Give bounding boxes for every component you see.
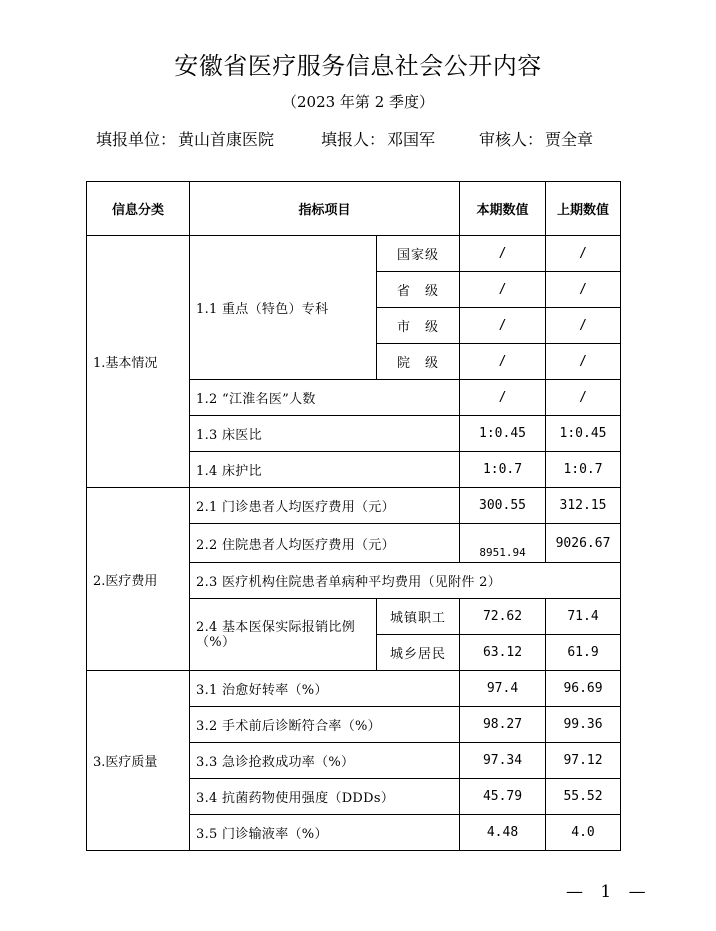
value-current: 98.27: [460, 707, 546, 743]
category-cost: 2.医疗费用: [87, 488, 190, 671]
document-title: 安徽省医疗服务信息社会公开内容: [174, 52, 542, 80]
item-3-5: 3.5 门诊输液率（%）: [190, 815, 460, 851]
value-current: /: [460, 380, 546, 416]
table-row: [87, 488, 621, 524]
value-current: /: [460, 236, 546, 272]
value-previous: 1:0.7: [546, 452, 621, 488]
reviewer-value: 贾全章: [545, 130, 594, 149]
reporting-unit-label: 填报单位：: [96, 130, 177, 149]
document-subtitle: （2023 年第 2 季度）: [281, 93, 435, 111]
value-current: 97.4: [460, 671, 546, 707]
value-current: /: [460, 272, 546, 308]
value-previous: 9026.67: [546, 524, 621, 563]
page-number: — 1 —: [566, 882, 652, 902]
value-current: 72.62: [460, 599, 546, 635]
value-previous: 55.52: [546, 779, 621, 815]
header-previous: 上期数值: [546, 182, 621, 236]
table-header-row: [87, 182, 621, 236]
value-current: /: [460, 308, 546, 344]
value-previous: 96.69: [546, 671, 621, 707]
info-disclosure-table: [86, 181, 621, 851]
reviewer-label: 审核人：: [479, 130, 544, 149]
item-1-2: 1.2 “江淮名医”人数: [190, 380, 460, 416]
value-previous: /: [546, 344, 621, 380]
reporting-unit: [96, 127, 274, 150]
sub-province: 省 级: [377, 272, 460, 308]
item-2-3: 2.3 医疗机构住院患者单病种平均费用（见附件 2）: [190, 563, 621, 599]
filler-value: 邓国军: [387, 130, 436, 149]
value-current: 1:0.45: [460, 416, 546, 452]
header-category: 信息分类: [87, 182, 190, 236]
sub-urban-employee: 城镇职工: [377, 599, 460, 635]
value-current: 97.34: [460, 743, 546, 779]
item-3-3: 3.3 急诊抢救成功率（%）: [190, 743, 460, 779]
item-1-3: 1.3 床医比: [190, 416, 460, 452]
value-previous: 312.15: [546, 488, 621, 524]
header-current: 本期数值: [460, 182, 546, 236]
table-row: [87, 671, 621, 707]
category-basic: 1.基本情况: [87, 236, 190, 488]
value-previous: /: [546, 380, 621, 416]
sub-hospital: 院 级: [377, 344, 460, 380]
value-previous: /: [546, 272, 621, 308]
sub-urban-rural-resident: 城乡居民: [377, 635, 460, 671]
item-2-4: 2.4 基本医保实际报销比例（%）: [190, 599, 377, 671]
value-previous: 4.0: [546, 815, 621, 851]
value-previous: /: [546, 236, 621, 272]
header-item: 指标项目: [190, 182, 460, 236]
table-row: [87, 236, 621, 272]
value-previous: 71.4: [546, 599, 621, 635]
reporting-unit-value: 黄山首康医院: [178, 130, 275, 149]
reviewer: [479, 127, 593, 150]
value-previous: 61.9: [546, 635, 621, 671]
value-previous: 97.12: [546, 743, 621, 779]
sub-city: 市 级: [377, 308, 460, 344]
category-quality: 3.医疗质量: [87, 671, 190, 851]
item-3-2: 3.2 手术前后诊断符合率（%）: [190, 707, 460, 743]
value-previous: 99.36: [546, 707, 621, 743]
item-1-1: 1.1 重点（特色）专科: [190, 236, 377, 380]
value-current: 4.48: [460, 815, 546, 851]
value-previous: /: [546, 308, 621, 344]
value-current: 8951.94: [460, 524, 546, 563]
value-current: 45.79: [460, 779, 546, 815]
sub-national: 国家级: [377, 236, 460, 272]
value-current: /: [460, 344, 546, 380]
item-1-4: 1.4 床护比: [190, 452, 460, 488]
item-2-2: 2.2 住院患者人均医疗费用（元）: [190, 524, 460, 563]
value-current: 63.12: [460, 635, 546, 671]
value-current: 1:0.7: [460, 452, 546, 488]
filler-label: 填报人：: [321, 130, 386, 149]
filler: [321, 127, 435, 150]
item-3-4: 3.4 抗菌药物使用强度（DDDs）: [190, 779, 460, 815]
value-current: 300.55: [460, 488, 546, 524]
value-previous: 1:0.45: [546, 416, 621, 452]
item-2-1: 2.1 门诊患者人均医疗费用（元）: [190, 488, 460, 524]
item-3-1: 3.1 治愈好转率（%）: [190, 671, 460, 707]
